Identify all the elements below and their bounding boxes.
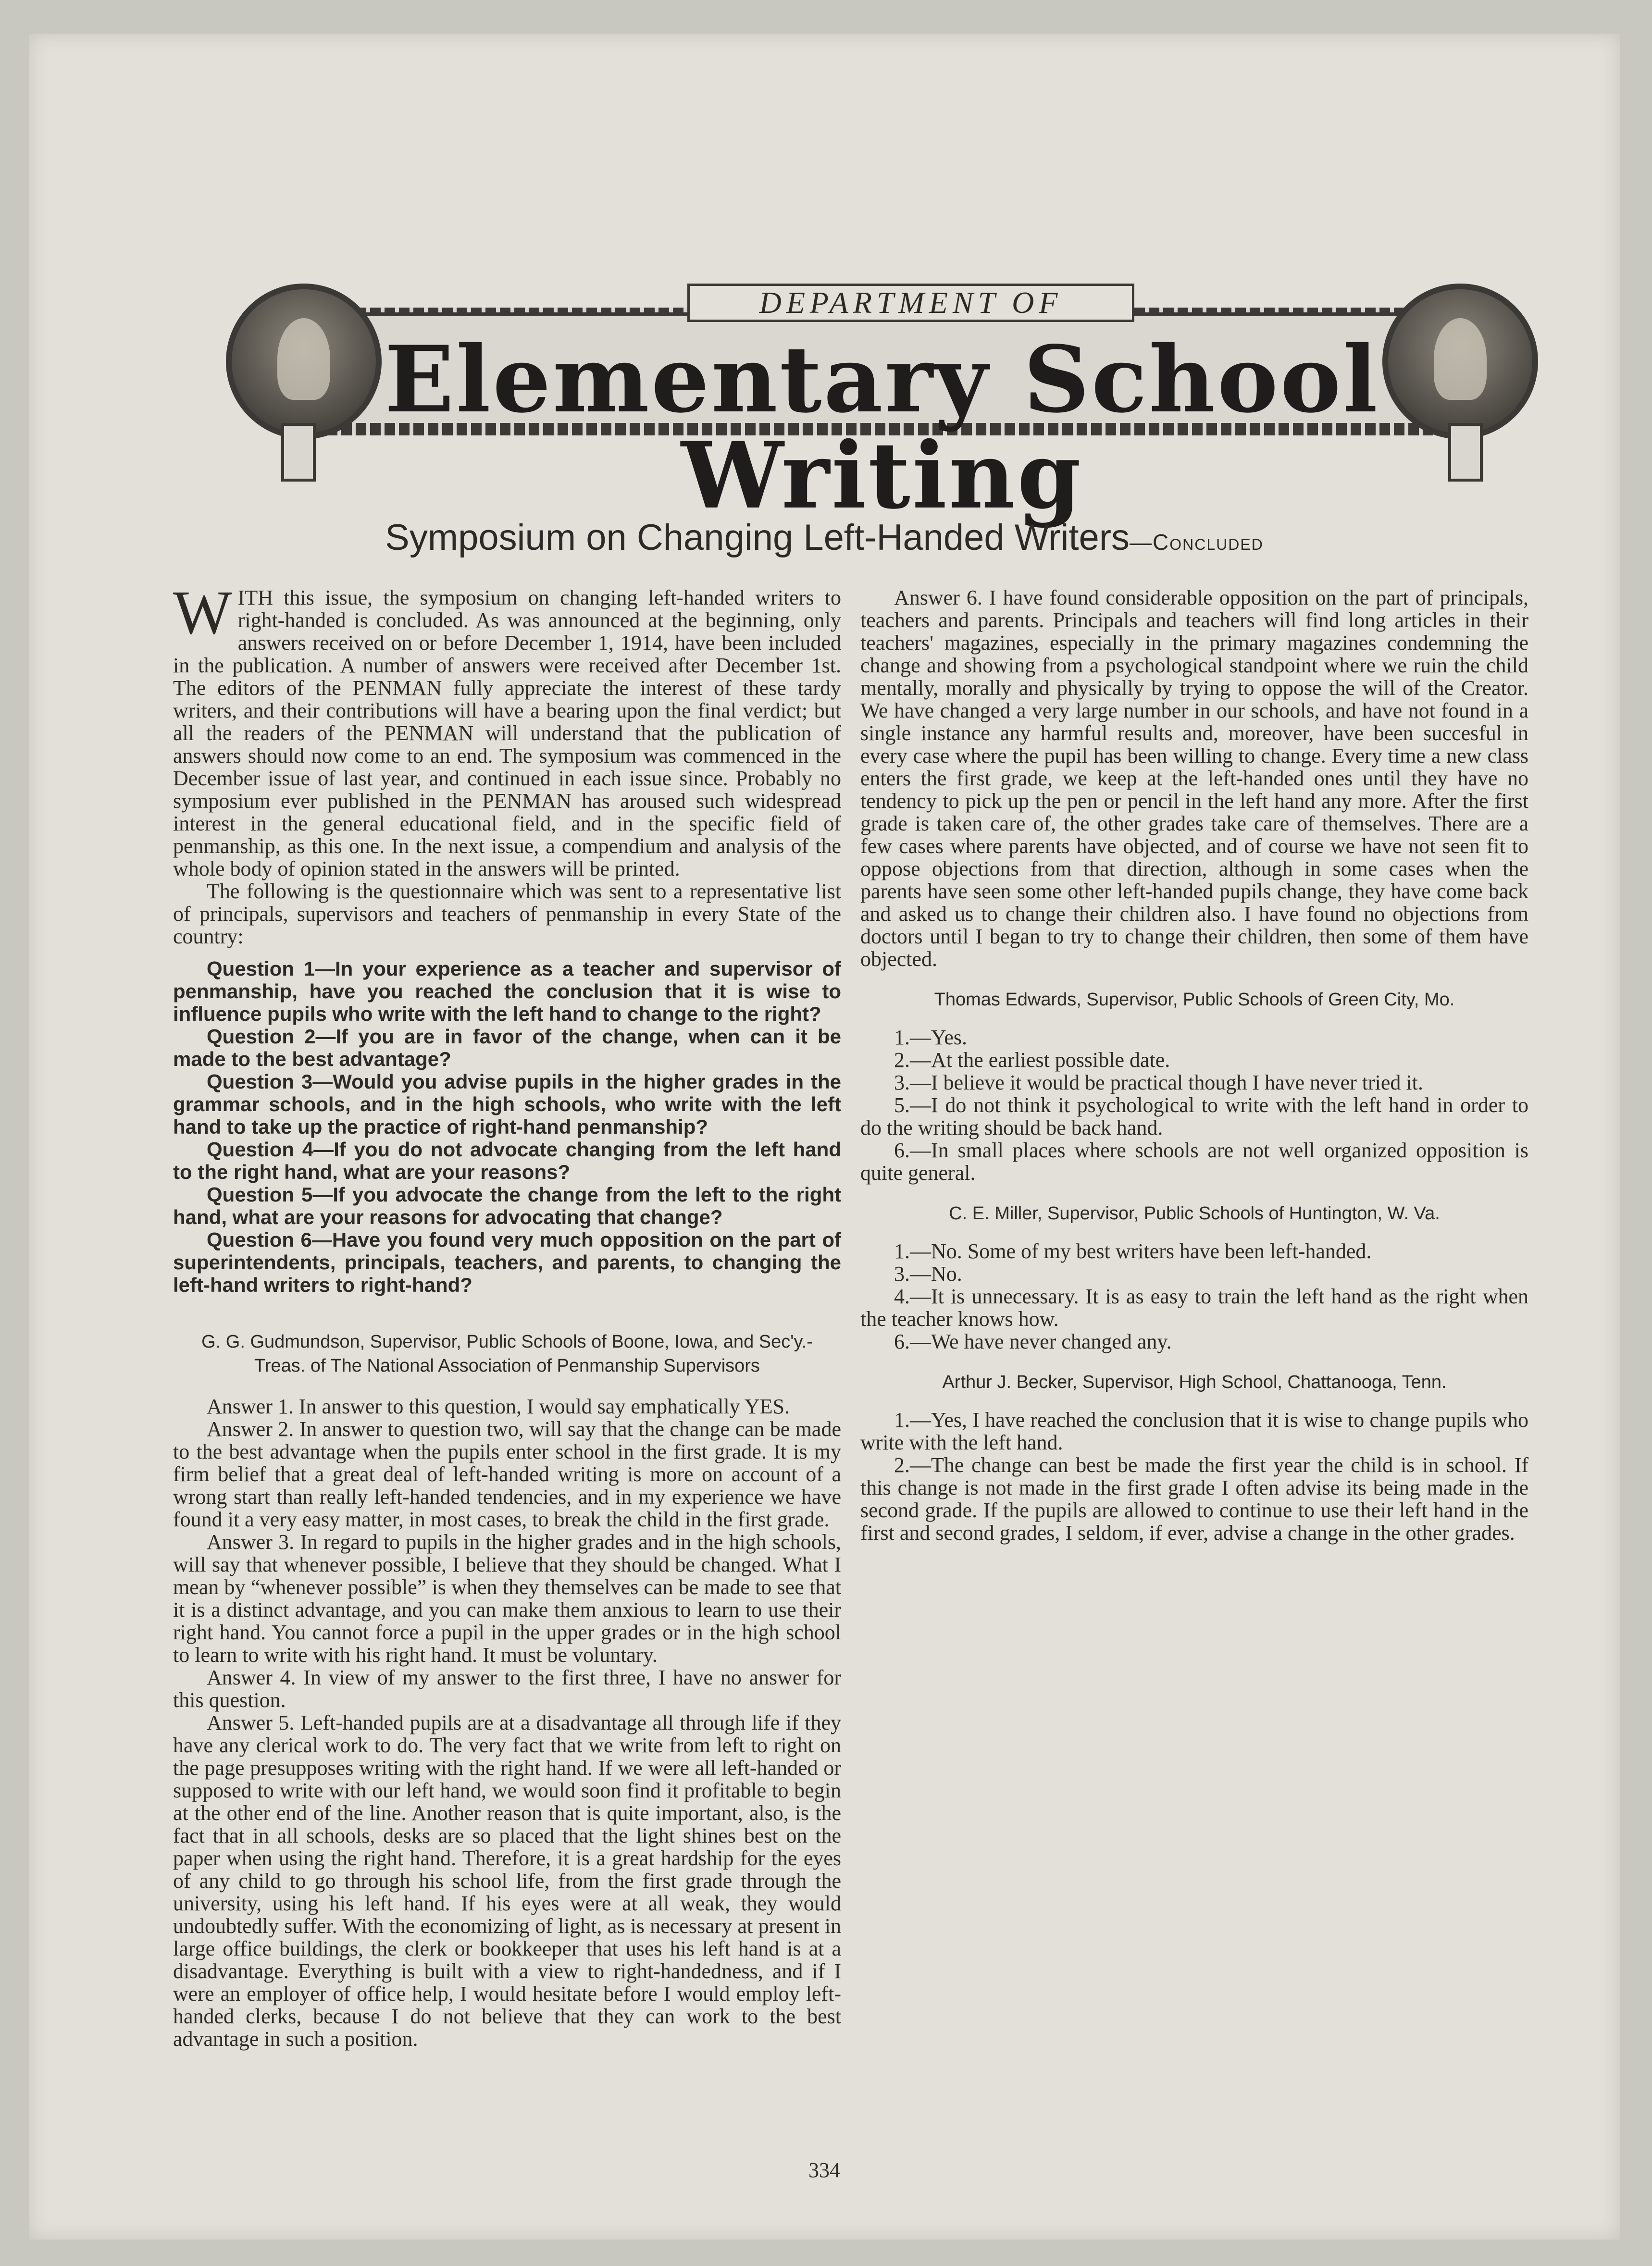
respondent-byline: Thomas Edwards, Supervisor, Public Schools of Green City, Mo. (934, 990, 1455, 1010)
article-title-text: Symposium on Changing Left-Handed Writers (385, 517, 1130, 558)
banner-post-left (281, 423, 316, 482)
answer-line: 5.—I do not think it psychological to write with the left hand in order to do the writing should be back hand. (860, 1093, 1528, 1139)
intro-paragraph (173, 578, 841, 880)
answer-line: 3.—No. (894, 1262, 962, 1286)
answer-line: 2.—At the earliest possible date. (894, 1048, 1170, 1072)
answer-line: 3.—I believe it would be practical though I have never tried it. (894, 1071, 1423, 1094)
answer-line: 4.—It is unnecessary. It is as easy to train the left hand as the right when the teacher knows how. (860, 1285, 1528, 1331)
answer-line: 6.—In small places where schools are not well organized opposition is quite general. (860, 1139, 1528, 1185)
right-column (860, 586, 1528, 1544)
department-banner (226, 264, 1538, 529)
answer-paragraph: Answer 1. In answer to this question, I would say emphatically YES. (207, 1395, 790, 1418)
answer-paragraph: Answer 3. In regard to pupils in the higher grades and in the high schools, will say that whenever possible, I believe that they should be changed. What I mean by “whenever possible” is when they themselves can be made to see that it is a distinct advantage, and you can make them anxious to learn to use their right hand. You cannot force a pupil in the upper grades or in the high school to learn to write with his right hand. It must be voluntary. (173, 1530, 841, 1667)
question-6: Question 6—Have you found very much opposition on the part of superintendents, principals, teachers, and parents, to changing the left-hand writers to right-hand? (173, 1228, 841, 1296)
respondent-byline: C. E. Miller, Supervisor, Public Schools of Huntington, W. Va. (949, 1203, 1440, 1224)
answer-paragraph: Answer 4. In view of my answer to the first three, I have no answer for this question. (173, 1666, 841, 1712)
intro-text: ITH this issue, the symposium on changing left-handed writers to right-handed is concluded. As was announced at the beginning, only answers received on or before December 1, 1914, have been included in the publication. A number of answers were received after December 1st. The editors of the PENMAN fully appreciate the interest of these tardy writers, and their contributions will have a bearing upon the final verdict; but all the readers of the PENMAN will understand that the publication of answers should now come to an end. The symposium was commenced in the December issue of last year, and continued in each issue since. Probably no symposium ever published in the PENMAN has aroused such widespread interest in the general educational field, and in the specific field of penmanship, as this one. In the next issue, a compendium and analysis of the whole body of opinion stated in the answers will be printed. (173, 586, 841, 880)
answer-paragraph: Answer 2. In answer to question two, will say that the change can be made to the best advantage when the pupils enter school in the first grade. It is my firm belief that a great deal of left-handed writing is more on account of a wrong start than really left-handed tendencies, and in my experience we have found it a very easy matter, in most cases, to break the child in the first grade. (173, 1417, 841, 1531)
article-title (29, 517, 1620, 558)
answer-line: 1.—No. Some of my best writers have been left-handed. (894, 1239, 1372, 1263)
answer-line: 1.—Yes, I have reached the conclusion that it is wise to change pupils who write with the left hand. (860, 1408, 1528, 1454)
answer-line: 6.—We have never changed any. (894, 1330, 1172, 1353)
banner-title: Elementary School Writing (384, 326, 1380, 529)
answer-line: 1.—Yes. (894, 1026, 968, 1049)
left-column (173, 578, 841, 2051)
intro-paragraph-2: The following is the questionnaire which was sent to a representative list of principals, supervisors and teachers of penmanship in every State of the country: (173, 879, 841, 948)
answer-paragraph: Answer 6. I have found considerable opposition on the part of principals, teachers and parents. Principals and teachers will find long articles in their teachers' magazines, especially in the primary magazines condemning the change and showing from a psychological standpoint where we ruin the child mentally, morally and physically by trying to oppose the will of the Creator. We have changed a very large number in our schools, and have not found in a single instance any harmful results and, moreover, have been succesful in every case where the pupil has been willing to change. Every time a new class enters the first grade, we keep at the left-handed ones until they have no tendency to pick up the pen or pencil in the left hand any more. After the first grade is taken care of, the other grades take care of themselves. There are a few cases where parents have objected, and of course we have not seen fit to oppose objections from that direction, although in some cases when the parents have seen some other left-handed pupils change, they have come back and asked us to change their children also. I have found no objections from doctors until I began to try to change their children, then some of them have objected. (860, 586, 1528, 971)
banner-post-right (1448, 423, 1483, 482)
question-4: Question 4—If you do not advocate changing from the left hand to the right hand, what are your reasons? (173, 1138, 841, 1183)
answer-line: 2.—The change can best be made the first year the child is in school. If this change is not made in the first grade I often advise its being made in the second grade. If the pupils are allowed to continue to use their left hand in the first and second grades, I seldom, if ever, advise a change in the other grades. (860, 1453, 1528, 1545)
question-1: Question 1—In your experience as a teacher and supervisor of penmanship, have you reached the conclusion that it is wise to influence pupils who write with the left hand to change to the right? (173, 957, 841, 1025)
drop-cap: W (173, 578, 232, 647)
department-label: DEPARTMENT OF (687, 284, 1134, 322)
question-5: Question 5—If you advocate the change from the left to the right hand, what are your reasons for advocating that change? (173, 1183, 841, 1228)
respondent-byline: Arthur J. Becker, Supervisor, High School, Chattanooga, Tenn. (942, 1372, 1447, 1392)
respondent-byline: G. G. Gudmundson, Supervisor, Public Schools of Boone, Iowa, and Sec'y.-Treas. of The National Association of Penmanship Supervisors (201, 1332, 813, 1376)
question-3: Question 3—Would you advise pupils in the higher grades in the grammar schools, and in the high schools, who write with the left hand to take up the practice of right-hand penmanship? (173, 1070, 841, 1138)
answer-paragraph: Answer 5. Left-handed pupils are at a disadvantage all through life if they have any clerical work to do. The very fact that we write from left to right on the page presupposes writing with the right hand. If we were all left-handed or supposed to write with our left hand, we would soon find it profitable to begin at the other end of the line. Another reason that is quite important, also, is the fact that in all schools, desks are so placed that the light shines best on the paper when using the right hand. Therefore, it is a great hardship for the eyes of any child to go through his school life, from the first grade through the university, using his left hand. If his eyes were at all weak, they would undoubtedly suffer. With the economizing of light, as is necessary at present in large office buildings, the clerk or bookkeeper that uses his left hand is at a disadvantage. Everything is built with a view to right-handedness, and if I were an employer of office help, I would hesitate before I would employ left-handed clerks, because I do not believe that they can work to the best advantage in such a position. (173, 1711, 841, 2051)
portrait-left-image (226, 284, 382, 439)
article-title-suffix: —Concluded (1130, 530, 1264, 555)
question-2: Question 2—If you are in favor of the change, when can it be made to the best advantage? (173, 1025, 841, 1070)
page-number: 334 (808, 2158, 840, 2182)
magazine-page (29, 34, 1620, 2240)
portrait-right-image (1382, 284, 1538, 439)
